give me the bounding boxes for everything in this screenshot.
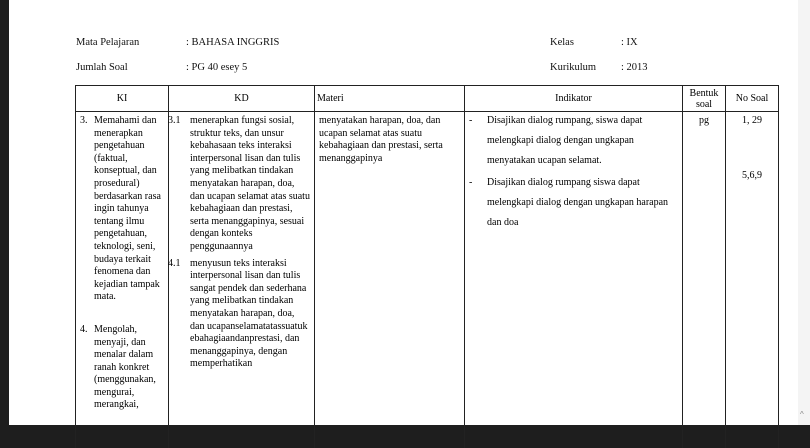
kd-number: 4.1 [168, 258, 190, 371]
kurikulum-label: Kurikulum [550, 62, 596, 73]
kurikulum-value: : 2013 [621, 62, 648, 73]
mapel-label: Mata Pelajaran [76, 37, 139, 48]
no-soal-cell [726, 112, 779, 448]
jumlah-value: : PG 40 esey 5 [186, 62, 247, 73]
edge-caret-icon: ^ [800, 410, 804, 419]
header-indikator: Indikator [465, 86, 683, 112]
materi-text: menyatakan harapan, doa, dan ucapan selamat atas suatu kebahagiaan dan prestasi, serta menanggapinya [319, 115, 443, 164]
kd-text: menerapkan fungsi sosial, struktur teks, dan unsur kebahasaan teks interaksi interpersonal lisan dan tulis yang melibatkan tindakan menyatakan harapan, doa, dan ucapan selamat atas suatu kebahagiaan dan prestasi, serta menanggapinya, sesuai dengan konteks penggunaannya [190, 115, 310, 254]
indikator-dash: - [469, 115, 487, 171]
bentuk-soal-value: pg [699, 115, 709, 126]
no-soal-value: 5,6,9 [730, 170, 774, 183]
kd-item-4-1 [173, 258, 310, 371]
kd-text: menyusun teks interaksi interpersonal lisan dan tulis sangat pendek dan sederhana yang melibatkan tindakan menyatakan harapan, doa, dan ucapanselamatatassuatuk ebahagiaandanprestasi, dan menanggapinya, dengan memperhatikan [190, 258, 310, 371]
viewer-edge [798, 0, 810, 425]
ki-cell [76, 112, 169, 448]
indikator-item [469, 177, 678, 233]
no-soal-value: 1, 29 [730, 115, 774, 128]
ki-text: Memahami dan menerapkan pengetahuan (faktual, konseptual, dan prosedural) berdasarkan rasa ingin tahunya tentang ilmu pengetahuan, teknologi, seni, budaya terkait fenomena dan kejadian tampak mata. [94, 115, 164, 304]
header-no-soal: No Soal [726, 86, 779, 112]
materi-cell [315, 112, 465, 448]
indikator-dash: - [469, 177, 487, 233]
header-ki: KI [76, 86, 169, 112]
ki-text: Mengolah, menyaji, dan menalar dalam ranah konkret (menggunakan, mengurai, merangkai, [94, 324, 164, 412]
ki-number: 3. [80, 115, 94, 304]
indikator-item [469, 115, 678, 171]
header-kd: KD [169, 86, 315, 112]
indikator-cell [465, 112, 683, 448]
header-bentuk-soal: Bentuk soal [683, 86, 726, 112]
ki-number: 4. [80, 324, 94, 412]
ki-item-3 [80, 115, 164, 304]
bentuk-soal-cell [683, 112, 726, 448]
kelas-label: Kelas [550, 37, 574, 48]
kelas-value: : IX [621, 37, 638, 48]
ki-item-4 [80, 324, 164, 412]
jumlah-label: Jumlah Soal [76, 62, 128, 73]
indikator-text: Disajikan dialog rumpang, siswa dapat melengkapi dialog dengan ungkapan menyatakan ucapan selamat. [487, 111, 678, 171]
indikator-text: Disajikan dialog rumpang siswa dapat melengkapi dialog dengan ungkapan harapan dan doa [487, 173, 678, 233]
header-materi: Materi [315, 86, 465, 112]
kd-cell [169, 112, 315, 448]
mapel-value: : BAHASA INGGRIS [186, 37, 279, 48]
kd-item-3-1 [173, 115, 310, 254]
kd-number: 3.1 [168, 115, 190, 254]
kisi-kisi-table [75, 85, 779, 448]
